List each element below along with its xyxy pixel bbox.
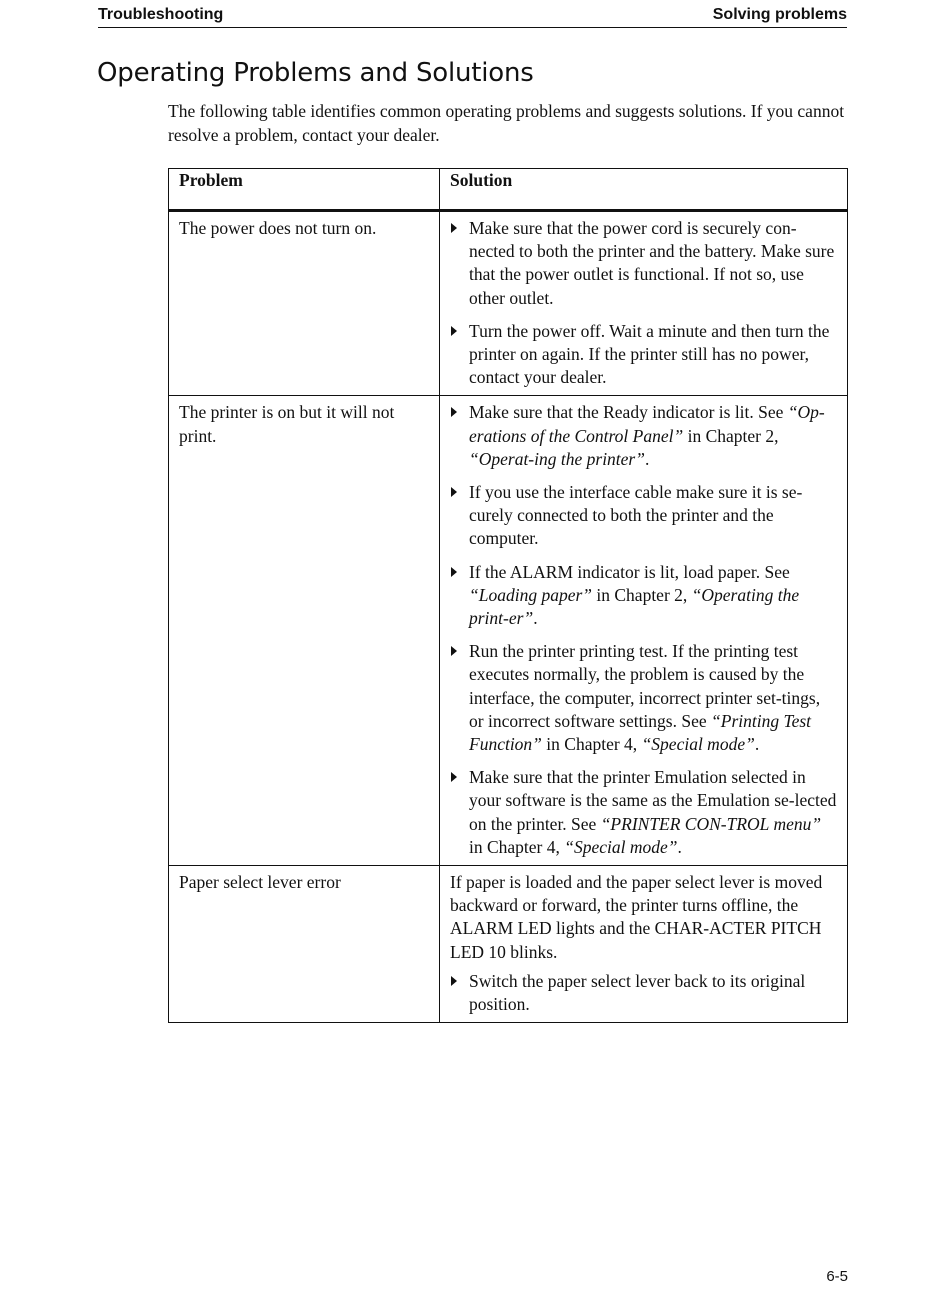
column-header-solution: Solution [440, 169, 848, 211]
solution-cell [440, 211, 848, 396]
header-section-title: Troubleshooting [98, 6, 224, 23]
cross-reference: “Special mode” [641, 734, 755, 755]
solution-item: Turn the power off. Wait a minute and then turn the printer on again. If the printer still has no power, contact your dealer. [450, 320, 837, 390]
solution-item: Run the printer printing test. If the printing test executes normally, the problem is caused by the interface, the computer, incorrect printer set-tings, or incorrect software settings. See “Printing Test Function” in Chapter 4, “Special mode”. [450, 640, 837, 756]
cross-reference: “PRINTER CON-TROL menu” [600, 813, 822, 834]
cross-reference: “Op-erations of the Control Panel” [469, 402, 825, 446]
arrow-bullet-icon [451, 976, 457, 986]
cross-reference: “Operating the print-er” [469, 584, 800, 629]
problems-table [168, 168, 848, 1023]
solution-item: Make sure that the power cord is securely con-nected to both the printer and the battery. Make sure that the power outlet is functional. If not so, use other outlet. [450, 217, 837, 310]
table-row [169, 211, 848, 396]
table-row [169, 866, 848, 1023]
problem-cell: The printer is on but it will not print. [169, 396, 440, 866]
solution-cell [440, 866, 848, 1023]
problem-cell: Paper select lever error [169, 866, 440, 1023]
cross-reference: “Special mode” [564, 836, 678, 857]
arrow-bullet-icon [451, 487, 457, 497]
arrow-bullet-icon [451, 772, 457, 782]
solution-item: If you use the interface cable make sure it is se-curely connected to both the printer and the computer. [450, 481, 837, 551]
arrow-bullet-icon [451, 407, 457, 417]
page-number: 6-5 [826, 1268, 848, 1285]
solution-item: Make sure that the Ready indicator is lit. See “Op-erations of the Control Panel” in Chapter 2, “Operat-ing the printer”. [450, 401, 837, 471]
header-topic-title: Solving problems [712, 6, 847, 23]
intro-paragraph: The following table identifies common operating problems and suggests solutions. If you cannot resolve a problem, contact your dealer. [168, 101, 845, 145]
arrow-bullet-icon [451, 326, 457, 336]
solution-item: Make sure that the printer Emulation selected in your software is the same as the Emulation se-lected on the printer. See “PRINTER CON-TROL menu” in Chapter 4, “Special mode”. [450, 766, 837, 859]
page-title: Operating Problems and Solutions [97, 58, 534, 88]
arrow-bullet-icon [451, 223, 457, 233]
solution-item: If the ALARM indicator is lit, load paper. See “Loading paper” in Chapter 2, “Operating the print-er”. [450, 561, 837, 631]
arrow-bullet-icon [451, 646, 457, 656]
solution-note: If paper is loaded and the paper select lever is moved backward or forward, the printer turns offline, the ALARM LED lights and the CHAR-ACTER PITCH LED 10 blinks. [450, 872, 823, 962]
running-header [98, 5, 847, 28]
solution-cell [440, 396, 848, 866]
arrow-bullet-icon [451, 567, 457, 577]
cross-reference: “Operat-ing the printer” [469, 448, 645, 469]
problem-cell: The power does not turn on. [169, 211, 440, 396]
column-header-problem: Problem [169, 169, 440, 211]
cross-reference: “Loading paper” [469, 584, 593, 605]
solution-item: Switch the paper select lever back to its original position. [450, 970, 837, 1016]
cross-reference: “Printing Test Function” [469, 710, 812, 755]
table-row [169, 396, 848, 866]
table-header-row [169, 169, 848, 211]
